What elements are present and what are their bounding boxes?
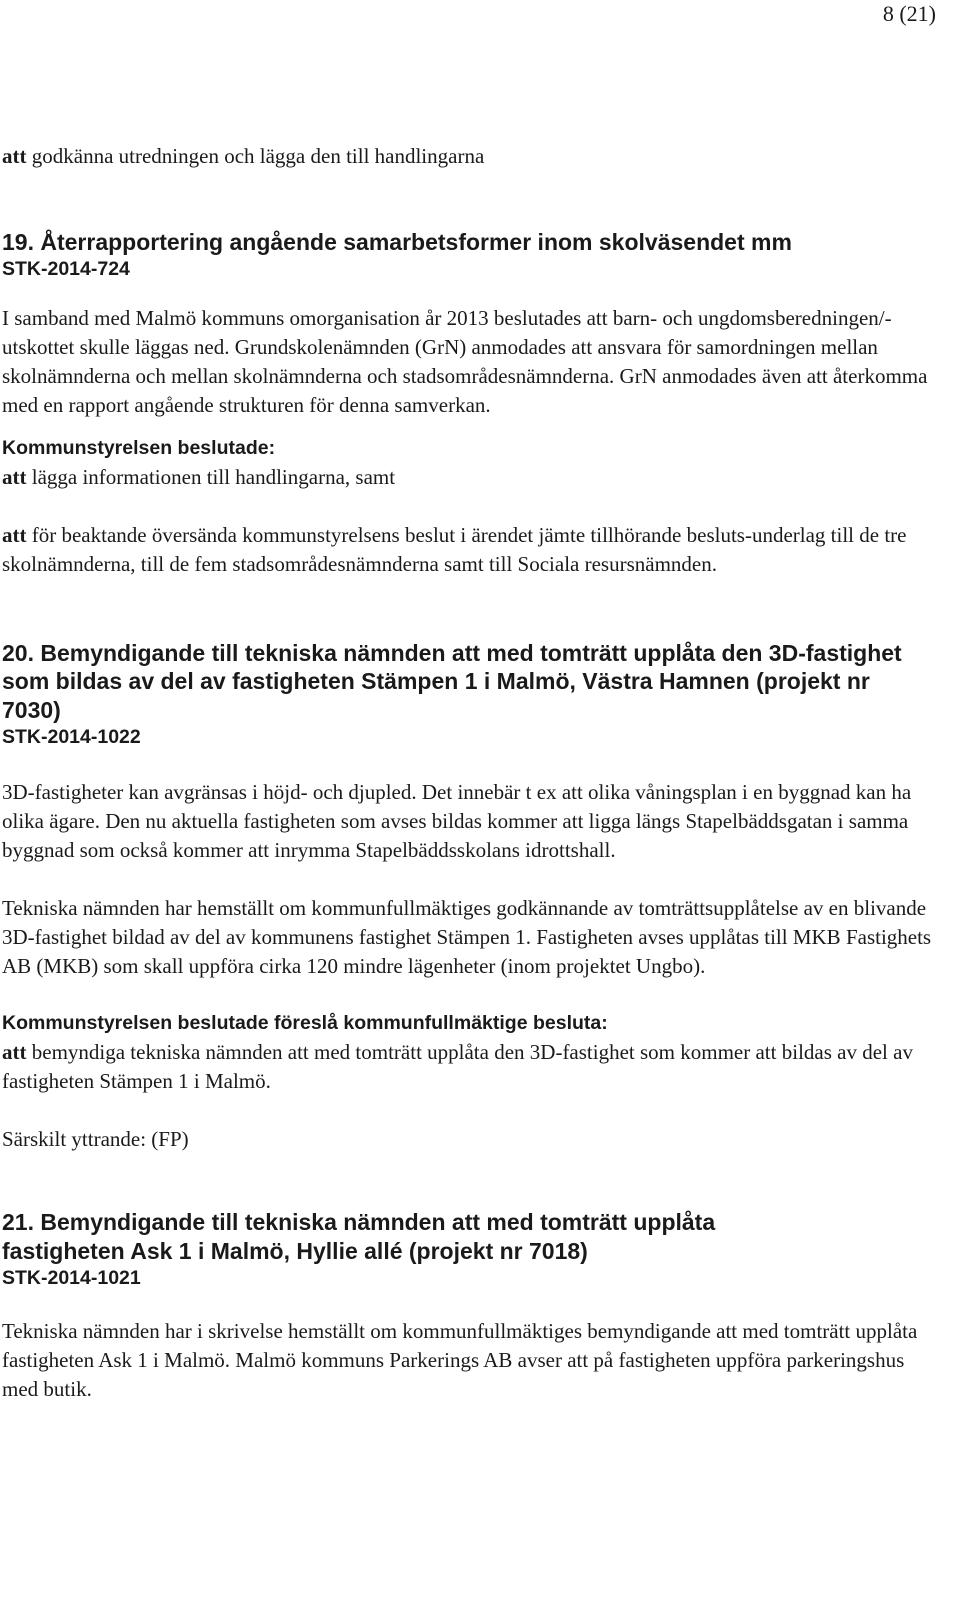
item-20-title: 20. Bemyndigande till tekniska nämnden att med tomträtt upplåta den 3D-fastighet som bildas av del av fastigheten Stämpen 1 i Malmö, Västra Hamnen (projekt nr 7030) — [2, 639, 902, 723]
decision-text: för beaktande översända kommunstyrelsens beslut i ärendet jämte tillhörande besluts-underlag till de tre skolnämnderna, till de fem stadsområdesnämnderna samt till Sociala resursnämnden. — [2, 522, 907, 576]
att-keyword: att — [2, 522, 27, 547]
item-20-note: Särskilt yttrande: (FP) — [2, 1127, 189, 1151]
item-19-decision-2 — [2, 521, 937, 579]
page-number: 8 (21) — [882, 1, 936, 26]
decision-text: bemyndiga tekniska nämnden att med tomträtt upplåta den 3D-fastighet som kommer att bildas av del av fastigheten Stämpen 1 i Malmö. — [2, 1040, 913, 1093]
att-keyword: att — [2, 464, 27, 489]
item-19-decision-1 — [2, 463, 937, 492]
item-21-title: 21. Bemyndigande till tekniska nämnden att med tomträtt upplåta fastigheten Ask 1 i Malmö, Hyllie allé (projekt nr 7018) — [2, 1209, 716, 1264]
item-20 — [2, 639, 937, 1155]
decision-text: lägga informationen till handlingarna, samt — [26, 464, 396, 489]
item-21 — [2, 1208, 937, 1404]
document-body — [2, 142, 937, 1404]
item-20-paragraph-2: Tekniska nämnden har hemställt om kommunfullmäktiges godkännande av tomträttsupplåtelse av en blivande 3D-fastighet bildad av del av kommunens fastighet Stämpen 1. Fastigheten avses upplåtas till MKB Fastighets AB (MKB) som skall uppföra cirka 120 mindre lägenheter (inom projektet Ungbo). — [2, 896, 932, 978]
item-20-reference: STK-2014-1022 — [2, 726, 141, 748]
item-19-title: 19. Återrapportering angående samarbetsformer inom skolväsendet mm — [2, 229, 792, 255]
item-19-reference: STK-2014-724 — [2, 257, 130, 280]
att-keyword: att — [2, 1040, 27, 1064]
item-20-paragraph-1: 3D-fastigheter kan avgränsas i höjd- och djupled. Det innebär t ex att olika våningsplan i en byggnad kan ha olika ägare. Den nu aktuella fastigheten som avses bildas kommer att ligga längs Stapelbäddsgatan i samma byggnad som också kommer att inrymma Stapelbäddsskolans idrottshall. — [2, 780, 912, 862]
item-20-decision-1 — [2, 1038, 937, 1096]
item-19-paragraph: I samband med Malmö kommuns omorganisation år 2013 beslutades att barn- och ungdomsberedningen/-utskottet skulle läggas ned. Grundskolenämnden (GrN) anmodades att ansvara för samordningen mellan skolnämnderna och mellan skolnämnderna och stadsområdesnämnderna. GrN anmodades även att återkomma med en rapport angående strukturen för denna samverkan. — [2, 305, 928, 417]
item-20-decision-label: Kommunstyrelsen beslutade föreslå kommunfullmäktige besluta: — [2, 1012, 608, 1034]
item-19 — [2, 228, 937, 579]
item-21-paragraph: Tekniska nämnden har i skrivelse hemställt om kommunfullmäktiges bemyndigande att med tomträtt upplåta fastigheten Ask 1 i Malmö. Malmö kommuns Parkerings AB avser att på fastigheten uppföra parkeringshus med butik. — [2, 1319, 918, 1401]
att-keyword: att — [2, 144, 27, 168]
intro-paragraph — [2, 142, 937, 171]
item-19-decision-label: Kommunstyrelsen beslutade: — [2, 436, 276, 459]
intro-text: godkänna utredningen och lägga den till handlingarna — [26, 144, 485, 168]
item-21-reference: STK-2014-1021 — [2, 1267, 141, 1289]
